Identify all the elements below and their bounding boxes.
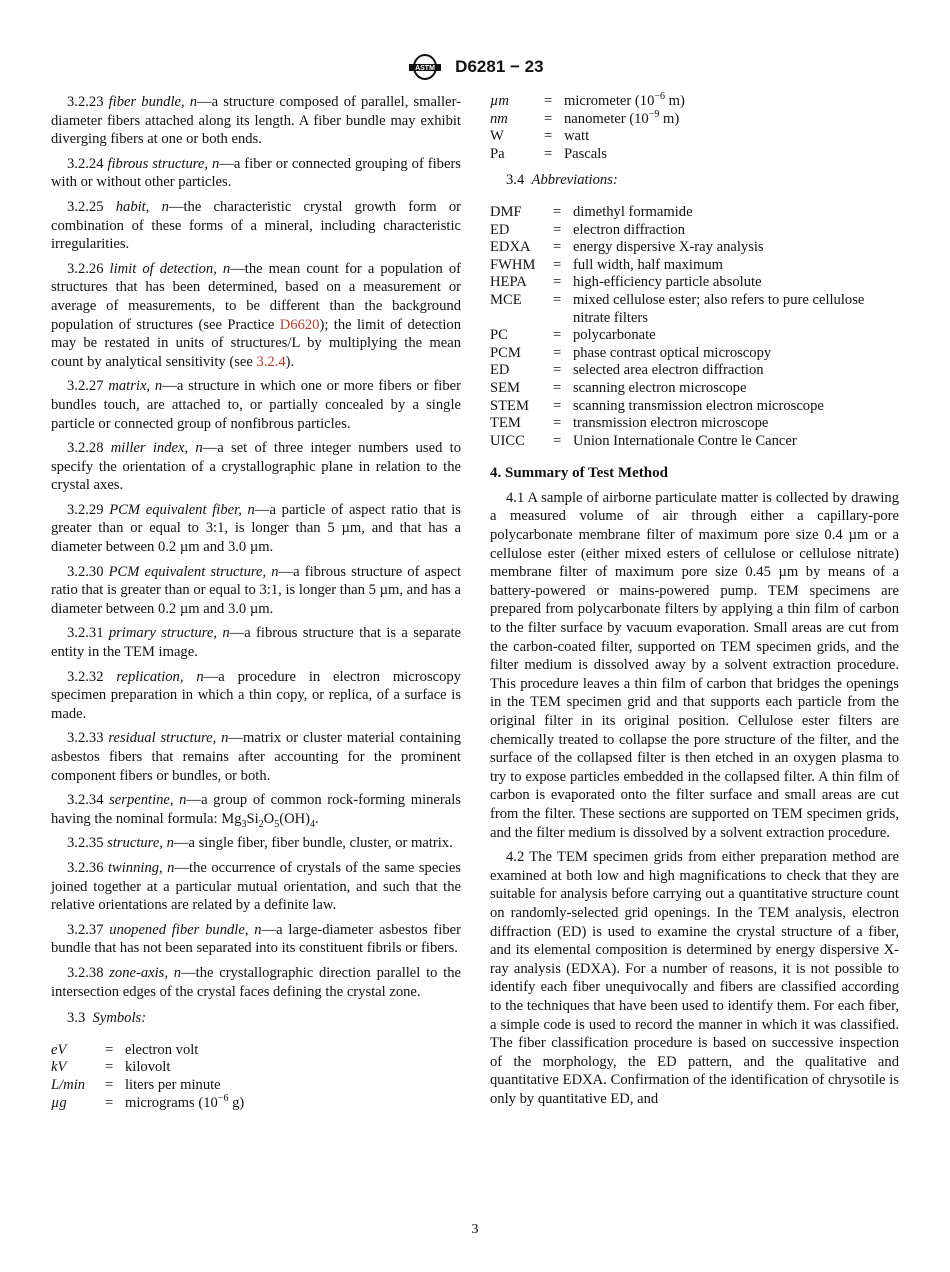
definition-3-2-31: 3.2.31 primary structure, n—a fibrous structure that is a separate entity in the TEM image. — [51, 625, 461, 661]
table-row: µg = micrograms ($10^{-6}$ g) — [51, 1092, 245, 1111]
symbols-table-continued — [490, 93, 685, 163]
definition-3-2-37: 3.2.37 unopened fiber bundle, n—a large-diameter asbestos fiber bundle that has not been separated into its constituent fibrils or fibers. — [51, 921, 461, 957]
paragraph-4-1: 4.1 A sample of airborne particulate matter is collected by drawing a measured volume of air through either a capillary-pore polycarbonate membrane filter of maximum pore size 0.4 µm or a cellulose ester (either mixed esters of cellulose or cellulose nitrate) membrane filter of maximum pore size 0.45 µm by means of a battery-powered or mains-powered pump. TEM specimens are prepared from polycarbonate filters by applying a thin film of carbon to the filter surface by vacuum evaporation. Small areas are cut from the carbon-coated filter, supported on TEM specimen grids, and the filter medium is dissolved away by a solvent extraction procedure. This procedure leaves a thin film of carbon that bridges the openings in the TEM specimen grid and that supports each particle from the original filter in its original position. Cellulose ester filters are chemically treated to collapse the pore structure of the filter, and the surface of the collapsed filter is then etched in an oxygen plasma to try to expose particles embedded in the collapsed filter. A thin film of carbon is evaporated onto the filter surface and small areas are cut from the filter. These sections are supported on TEM specimen grids, and the filter medium is dissolved by a solvent extraction procedure. — [490, 489, 899, 841]
symbols-heading: 3.3 Symbols: — [67, 1010, 147, 1027]
definition-3-2-24: 3.2.24 fibrous structure, n—a fiber or connected grouping of fibers with or without other particles. — [51, 155, 461, 191]
table-row: MCE = mixed cellulose ester; also refers to pure cellulose nitrate filters — [490, 291, 865, 326]
table-row: STEM = scanning transmission electron microscope — [490, 397, 824, 414]
section-4-title: 4. Summary of Test Method — [490, 465, 668, 482]
definition-3-2-27: 3.2.27 matrix, n—a structure in which one or more fibers or fiber bundles touch, are attached to, or partially concealed by a single particle or connected group of nonfibrous particles. — [51, 378, 461, 432]
definition-3-2-26: 3.2.26 limit of detection, n—the mean count for a population of structures that has been determined, based on a measurement or average of measurements, to be different than the background population of structures (see Practice D6620); the limit of detection may be restated in units of structures/L by multiplying the mean count by analytical sensitivity (see 3.2.4). — [51, 260, 461, 370]
table-row: PC = polycarbonate — [490, 327, 656, 344]
definition-3-2-36: 3.2.36 twinning, n—the occurrence of crystals of the same species joined together at a particular mutual orientation, and such that the relative orientations are related by a definite law. — [51, 859, 461, 914]
table-row: EDXA = energy dispersive X-ray analysis — [490, 239, 764, 256]
table-row: µm = micrometer ($10^{-6}$ m) — [490, 91, 685, 109]
link-3-2-4[interactable]: 3.2.4 — [256, 353, 286, 370]
definition-3-2-25: 3.2.25 habit, n—the characteristic crystal growth form or combination of these forms of a mineral, including characteristic irregularities. — [51, 198, 461, 253]
table-row: W = watt — [490, 128, 590, 145]
definition-3-2-30: 3.2.30 PCM equivalent structure, n—a fibrous structure of aspect ratio that is greater than or equal to 3:1, is longer than 5 µm, and has a diameter between 0.2 µm and 3.0 µm. — [51, 563, 461, 617]
table-row: HEPA = high-efficiency particle absolute — [490, 274, 762, 291]
page-header — [0, 54, 950, 80]
link-d6620[interactable]: D6620 — [279, 316, 320, 333]
definition-3-2-38: 3.2.38 zone-axis, n—the crystallographic direction parallel to the intersection edges of the crystal faces defining the crystal zone. — [51, 964, 461, 1000]
table-row: Pa = Pascals — [490, 145, 607, 162]
table-row: SEM = scanning electron microscope — [490, 379, 747, 396]
definition-3-2-35: 3.2.35 structure, n—a single fiber, fiber bundle, cluster, or matrix. — [67, 835, 453, 852]
table-row: kV = kilovolt — [51, 1059, 171, 1076]
document-code: D6281 − 23 — [455, 57, 544, 76]
svg-text:ASTM: ASTM — [415, 65, 436, 72]
definition-3-2-29: 3.2.29 PCM equivalent fiber, n—a particle of aspect ratio that is greater than or equal to 3:1, is longer than 5 µm, and that has a diameter between 0.2 µm and 3.0 µm. — [51, 501, 461, 556]
astm-logo-icon — [406, 54, 444, 80]
table-row: nm = nanometer ($10^{-9}$ m) — [490, 108, 680, 127]
table-row: PCM = phase contrast optical microscopy — [490, 344, 772, 361]
table-row: FWHM = full width, half maximum — [490, 256, 723, 273]
table-row: eV = electron volt — [51, 1041, 199, 1058]
table-row: L/min = liters per minute — [51, 1076, 221, 1093]
definition-3-2-32: 3.2.32 replication, n—a procedure in electron microscopy specimen preparation in which a thin copy, or replica, of a surface is made. — [51, 668, 461, 722]
page-number: 3 — [471, 1222, 479, 1237]
right-column — [490, 93, 899, 1114]
abbreviations-heading: 3.4 Abbreviations: — [506, 172, 618, 189]
table-row: DMF = dimethyl formamide — [490, 203, 693, 220]
paragraph-4-2: 4.2 The TEM specimen grids from either preparation method are examined at both low and high magnifications to check that they are suitable for analysis before carrying out a quantitative structure count on randomly-selected grid openings. In the TEM analysis, electron diffraction (ED) is used to examine the crystal structure of a fiber, and its elemental composition is determined by energy dispersive X-ray analysis (EDXA). For a number of reasons, it is not possible to identify each fiber unequivocally and fibers are classified according to the techniques that have been used to identify them. For each fiber, a simple code is used to record the manner in which it was classified. The fiber classification procedure is based on successive inspection of the morphology, the ED pattern, and the qualitative and quantitative EDXA. Confirmation of the identification of chrysotile is only by quantitative ED, and — [490, 849, 899, 1107]
definition-3-2-33: 3.2.33 residual structure, n—matrix or cluster material containing asbestos fibers that remains after accounting for the prominent component fibers or bundles, or both. — [51, 730, 461, 784]
definition-3-2-23: 3.2.23 fiber bundle, n—a structure composed of parallel, smaller-diameter fibers attached along its length. A fiber bundle may exhibit diverging fibers at one or both ends. — [51, 94, 462, 148]
definition-3-2-34: 3.2.34 serpentine, n—a group of common rock-forming minerals having the nominal formula: $Mg_3Si_2O_5(OH)_4$. — [51, 792, 461, 830]
table-row: TEM = transmission electron microscope — [490, 415, 769, 432]
table-row: UICC = Union Internationale Contre le Cancer — [490, 432, 797, 449]
abbreviations-table — [490, 204, 899, 450]
table-row: ED = selected area electron diffraction — [490, 362, 764, 379]
symbols-table — [51, 1042, 244, 1112]
table-row: ED = electron diffraction — [490, 221, 685, 238]
definition-3-2-28: 3.2.28 miller index, n—a set of three integer numbers used to specify the orientation of a crystallographic plane in relation to the crystal axes. — [51, 440, 461, 494]
left-column — [51, 93, 461, 1112]
